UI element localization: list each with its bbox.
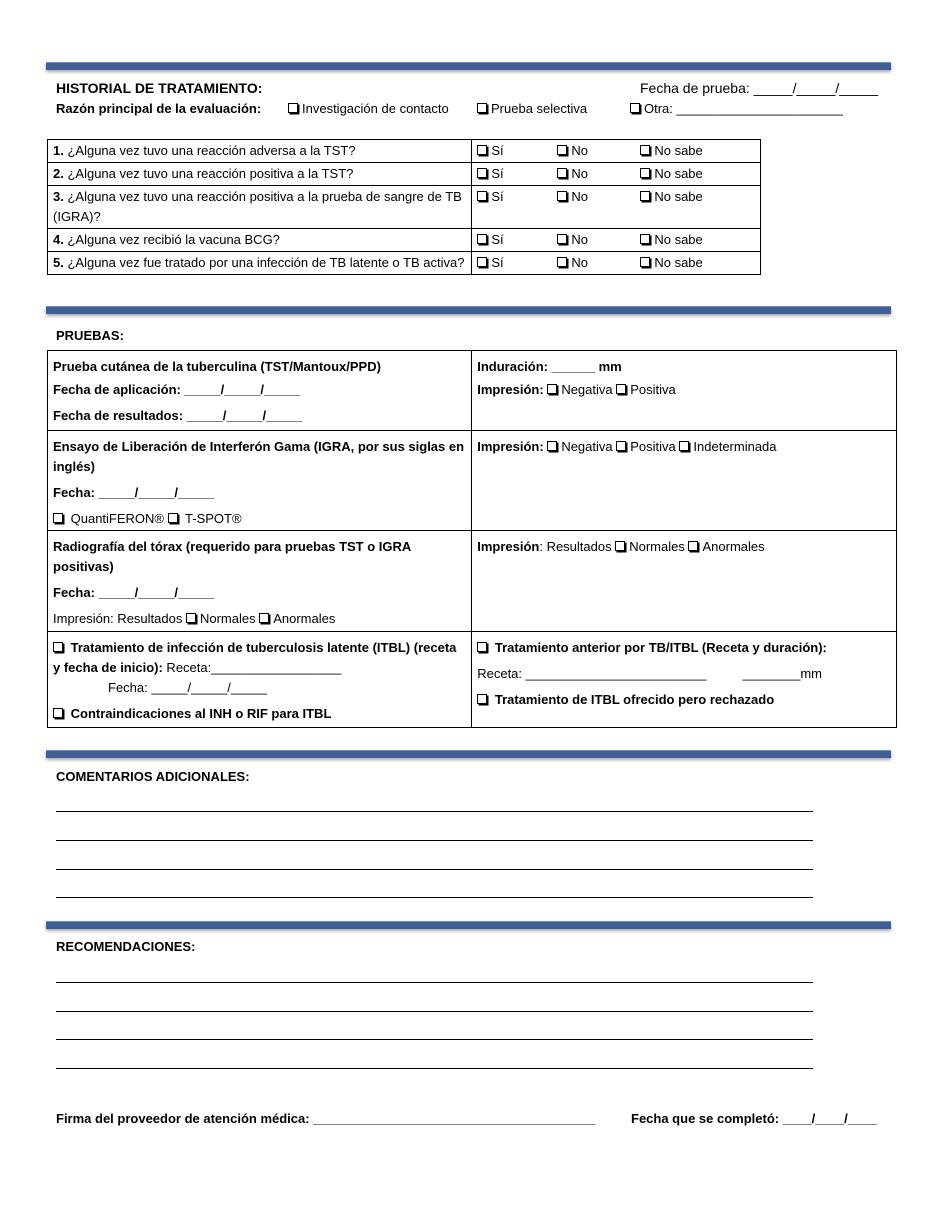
table-row [48, 351, 897, 431]
xray-right-abnormal[interactable]: Anormales [688, 537, 764, 557]
igra-brands [53, 509, 466, 529]
itbl-treatment[interactable]: Tratamiento de infección de tuberculosis latente (ITBL) (receta y fecha de inicio): Receta:__________________ [53, 640, 457, 675]
answer-no[interactable]: No [557, 230, 640, 250]
table-row: 2. ¿Alguna vez tuvo una reacción positiva a la TST? Sí No No sabe [48, 163, 761, 186]
comment-line[interactable] [56, 840, 813, 841]
question-text: ¿Alguna vez tuvo una reacción positiva a la prueba de sangre de TB (IGRA)? [53, 189, 462, 224]
reason-option-screening[interactable]: Prueba selectiva [477, 101, 587, 116]
question-text: ¿Alguna vez fue tratado por una infección de TB latente o TB activa? [67, 255, 465, 270]
checkbox-icon [557, 234, 567, 244]
answer-no[interactable]: No [557, 164, 640, 184]
test-date-field[interactable]: Fecha de prueba: _____/_____/_____ [640, 80, 879, 96]
completion-date-field[interactable]: Fecha que se completó: ____/____/____ [631, 1111, 877, 1126]
answer-unknown[interactable]: No sabe [640, 253, 702, 273]
igra-date[interactable]: Fecha: _____/_____/_____ [53, 485, 215, 500]
checkbox-icon [615, 541, 625, 551]
igra-positive[interactable]: Positiva [616, 437, 676, 457]
recommendation-line[interactable] [56, 1068, 813, 1069]
checkbox-icon [630, 103, 640, 113]
table-row: 1. ¿Alguna vez tuvo una reacción adversa a la TST? Sí No No sabe [48, 140, 761, 163]
checkbox-icon [168, 513, 178, 523]
table-row [48, 632, 897, 728]
checkbox-icon [477, 103, 487, 113]
table-row: 3. ¿Alguna vez tuvo una reacción positiva a la prueba de sangre de TB (IGRA)? Sí No No sabe [48, 186, 761, 229]
history-questions-table [47, 139, 761, 275]
reason-option-other[interactable]: Otra: _______________________ [630, 101, 843, 116]
checkbox-icon [477, 642, 487, 652]
section-divider [46, 306, 891, 314]
answer-yes[interactable]: Sí [477, 187, 557, 207]
checkbox-icon [477, 191, 487, 201]
igra-tspot[interactable]: T-SPOT® [168, 509, 242, 529]
tst-negative[interactable]: Negativa [547, 377, 612, 403]
checkbox-icon [557, 257, 567, 267]
checkbox-icon [53, 642, 63, 652]
question-text: ¿Alguna vez tuvo una reacción positiva a la TST? [67, 166, 354, 181]
checkbox-icon [477, 694, 487, 704]
tests-table [47, 350, 897, 728]
recommendations-title: RECOMENDACIONES: [56, 939, 196, 954]
checkbox-icon [53, 513, 63, 523]
comment-line[interactable] [56, 897, 813, 898]
xray-abnormal[interactable]: Anormales [259, 609, 335, 629]
comment-line[interactable] [56, 869, 813, 870]
section-divider [46, 62, 891, 70]
answer-yes[interactable]: Sí [477, 164, 557, 184]
answer-no[interactable]: No [557, 253, 640, 273]
checkbox-icon [688, 541, 698, 551]
tests-title: PRUEBAS: [56, 328, 124, 343]
table-row: 5. ¿Alguna vez fue tratado por una infección de TB latente o TB activa? Sí No No sabe [48, 252, 761, 275]
previous-recipe[interactable]: Receta: _________________________ ________mm [477, 666, 822, 681]
itbl-declined[interactable]: Tratamiento de ITBL ofrecido pero rechazado [477, 690, 891, 710]
checkbox-icon [640, 168, 650, 178]
checkbox-icon [640, 234, 650, 244]
answer-unknown[interactable]: No sabe [640, 187, 702, 207]
answer-unknown[interactable]: No sabe [640, 141, 702, 161]
checkbox-icon [259, 613, 269, 623]
section-divider [46, 750, 891, 758]
answer-yes[interactable]: Sí [477, 253, 557, 273]
contraindications[interactable]: Contraindicaciones al INH o RIF para ITBL [53, 704, 466, 724]
checkbox-icon [186, 613, 196, 623]
previous-treatment[interactable]: Tratamiento anterior por TB/ITBL (Receta y duración): [477, 638, 891, 658]
comment-line[interactable] [56, 811, 813, 812]
igra-quantiferon[interactable]: QuantiFERON® [53, 509, 164, 529]
checkbox-icon [557, 168, 567, 178]
table-row [48, 531, 897, 632]
checkbox-icon [640, 145, 650, 155]
induration-field[interactable]: Induración: ______ mm [477, 359, 622, 374]
checkbox-icon [547, 384, 557, 394]
history-title: HISTORIAL DE TRATAMIENTO: [56, 80, 263, 96]
checkbox-icon [547, 441, 557, 451]
tst-impression: Impresión: Negativa Positiva [477, 377, 891, 403]
xray-normal[interactable]: Normales [186, 609, 256, 629]
xray-impression: Impresión: Resultados Normales Anormales [53, 609, 466, 629]
xray-right-normal[interactable]: Normales [615, 537, 685, 557]
checkbox-icon [640, 191, 650, 201]
recommendation-line[interactable] [56, 982, 813, 983]
checkbox-icon [53, 708, 63, 718]
recommendation-line[interactable] [56, 1011, 813, 1012]
tst-application-date[interactable]: Fecha de aplicación: _____/_____/_____ [53, 382, 301, 397]
reason-label: Razón principal de la evaluación: [56, 101, 262, 116]
tst-results-date[interactable]: Fecha de resultados: _____/_____/_____ [53, 408, 303, 423]
checkbox-icon [557, 145, 567, 155]
igra-impression: Impresión: Negativa Positiva Indeterminada [477, 437, 891, 457]
reason-option-contact[interactable]: Investigación de contacto [288, 101, 449, 116]
checkbox-icon [679, 441, 689, 451]
tst-positive[interactable]: Positiva [616, 377, 676, 403]
checkbox-icon [477, 145, 487, 155]
checkbox-icon [477, 257, 487, 267]
question-text: ¿Alguna vez tuvo una reacción adversa a la TST? [67, 143, 356, 158]
recommendation-line[interactable] [56, 1039, 813, 1040]
table-row: 4. ¿Alguna vez recibió la vacuna BCG? Sí No No sabe [48, 229, 761, 252]
xray-title: Radiografía del tórax (requerido para pruebas TST o IGRA positivas) [53, 539, 411, 574]
itbl-date[interactable]: Fecha: _____/_____/_____ [108, 680, 268, 695]
checkbox-icon [616, 384, 626, 394]
signature-field[interactable]: Firma del proveedor de atención médica: _______________________________________ [56, 1111, 596, 1126]
tst-title: Prueba cutánea de la tuberculina (TST/Mantoux/PPD) [53, 359, 381, 374]
xray-impression-right: Impresión: Resultados Normales Anormales [477, 537, 891, 557]
igra-negative[interactable]: Negativa [547, 437, 612, 457]
igra-indeterminate[interactable]: Indeterminada [679, 437, 776, 457]
answer-no[interactable]: No [557, 141, 640, 161]
answer-unknown[interactable]: No sabe [640, 230, 702, 250]
checkbox-icon [640, 257, 650, 267]
section-divider [46, 921, 891, 929]
igra-title: Ensayo de Liberación de Interferón Gama (IGRA, por sus siglas en inglés) [53, 439, 465, 474]
table-row [48, 431, 897, 531]
checkbox-icon [557, 191, 567, 201]
comments-title: COMENTARIOS ADICIONALES: [56, 769, 250, 784]
answer-yes[interactable]: Sí [477, 141, 557, 161]
xray-date[interactable]: Fecha: _____/_____/_____ [53, 585, 215, 600]
answer-unknown[interactable]: No sabe [640, 164, 702, 184]
checkbox-icon [477, 234, 487, 244]
answer-yes[interactable]: Sí [477, 230, 557, 250]
checkbox-icon [288, 103, 298, 113]
question-text: ¿Alguna vez recibió la vacuna BCG? [67, 232, 280, 247]
answer-no[interactable]: No [557, 187, 640, 207]
checkbox-icon [616, 441, 626, 451]
checkbox-icon [477, 168, 487, 178]
